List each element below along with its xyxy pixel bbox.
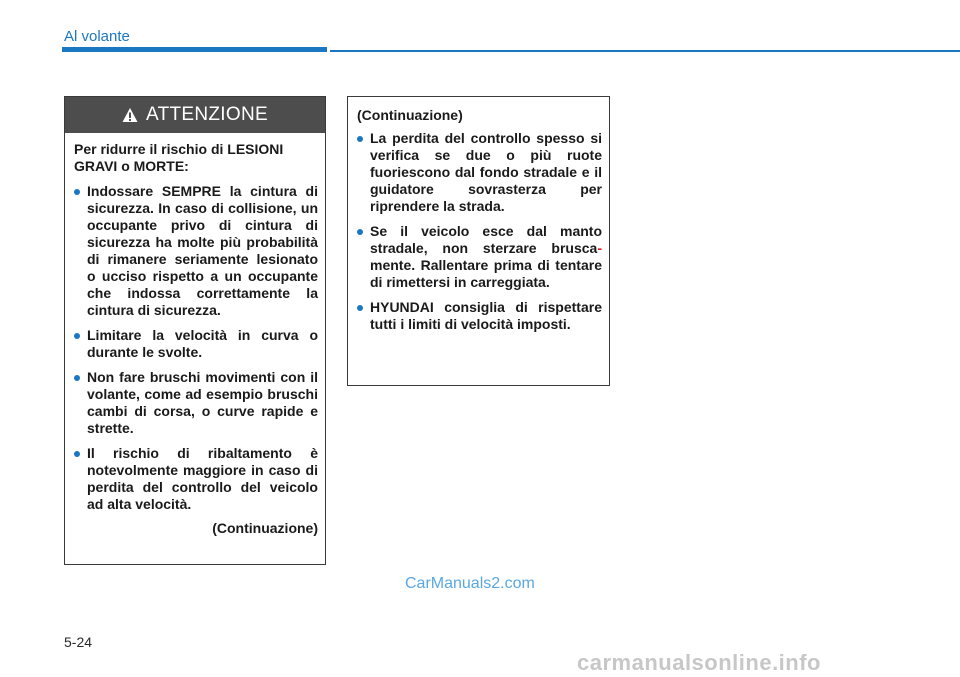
list-item-text: Il rischio di ribaltamento è notevolmente maggiore in caso di perdita del controllo del veicolo ad alta velocità. [87,445,318,512]
warning-body [65,133,325,537]
list-item-text-part2: mente. Rallentare prima di tentare di rimettersi in carreggiata. [370,257,602,290]
header-rule-thin [330,50,960,52]
list-item [74,445,318,513]
list-item-text: Indossare SEMPRE la cintura di sicurezza. In caso di collisione, un occupante privo di cintura di sicurezza ha molte più probabilità di rimanere seriamente lesionato o ucciso rispetto a un occupante che indossa correttamente la cintura di sicurezza. [87,183,318,318]
continuation-box [347,96,610,386]
bullet-icon [357,305,363,311]
warning-list [74,183,318,513]
continued-label: (Continuazione) [212,520,318,536]
list-item-text: HYUNDAI consiglia di rispettare tutti i limiti di velocità imposti. [370,299,602,332]
continuation-body [348,97,609,333]
list-item [357,223,602,291]
list-item-text: La perdita del controllo spesso si verifica se due o più ruote fuoriescono dal fondo stradale e il guidatore sovrasterza per riprendere la strada. [370,130,602,214]
list-item [74,183,318,319]
bullet-icon [74,189,80,195]
header-rule-thick [62,47,327,52]
warning-header [65,97,325,133]
list-item [74,369,318,437]
warning-box [64,96,326,565]
bullet-icon [74,375,80,381]
warning-title: ATTENZIONE [146,104,268,125]
page-number: 5-24 [64,634,93,650]
list-item [357,299,602,333]
warning-triangle-icon [122,107,138,123]
bullet-icon [74,451,80,457]
bullet-icon [357,229,363,235]
warning-intro: Per ridurre il rischio di LESIONI GRAVI o MORTE: [74,141,284,174]
continuation-list [357,130,602,333]
bullet-icon [357,136,363,142]
continuation-label: (Continuazione) [357,107,463,123]
list-item [357,130,602,215]
list-item-text: Non fare bruschi movimenti con il volante, come ad esempio bruschi cambi di corsa, o curve rapide e strette. [87,369,318,436]
list-item-text: Limitare la velocità in curva o durante le svolte. [87,327,318,360]
bullet-icon [74,333,80,339]
list-item [74,327,318,361]
hyphen-mark: - [597,240,602,256]
section-title: Al volante [64,28,130,45]
watermark-footer: carmanualsonline.info [577,650,821,675]
watermark-link[interactable]: CarManuals2.com [405,575,535,592]
list-item-text-part1: Se il veicolo esce dal manto stradale, non sterzare brusca [370,223,602,256]
